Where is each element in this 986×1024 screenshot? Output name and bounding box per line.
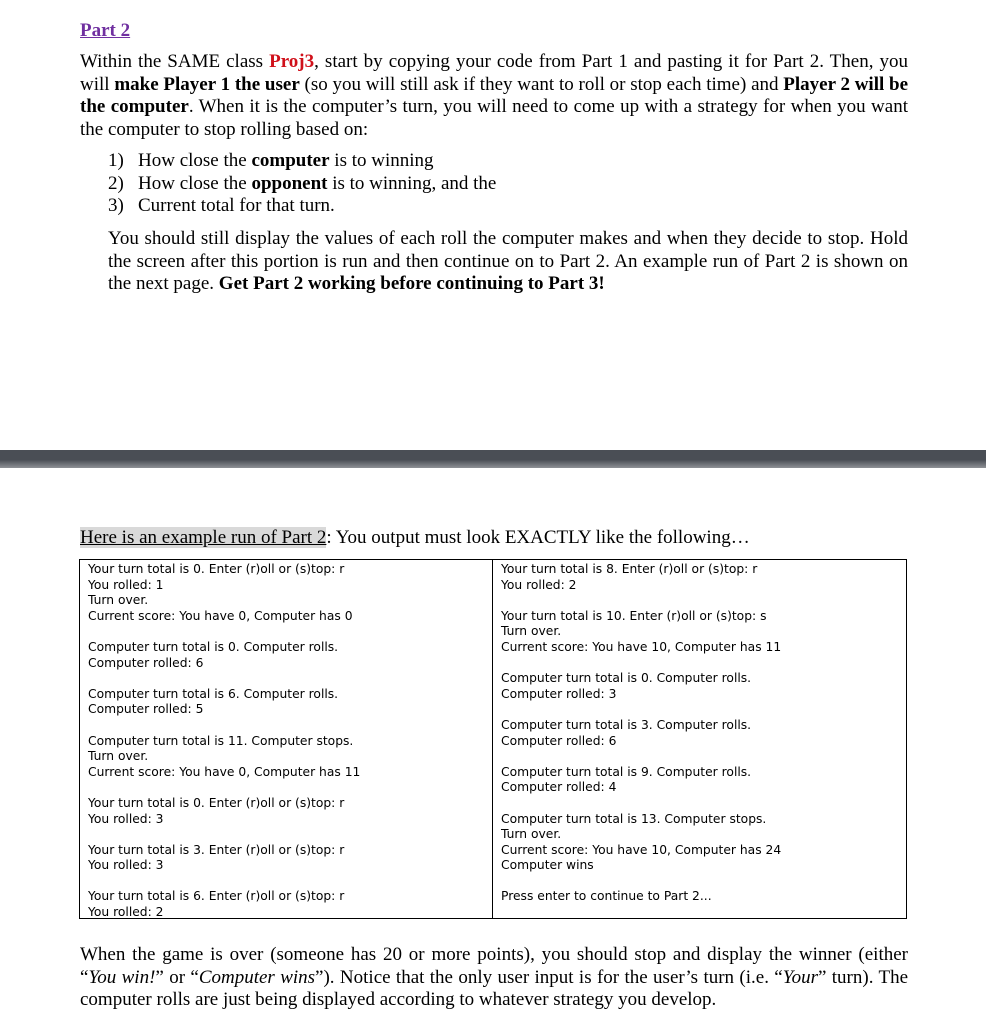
console-line [501,874,898,890]
console-line: Computer turn total is 3. Computer rolls. [501,717,752,732]
console-line: Your turn total is 8. Enter (r)oll or (s)top: r [501,562,758,576]
closing-text-3: ”). Notice that the only user input is for the user’s turn (i.e. “ [315,966,783,988]
intro-text-1: Within the SAME class [80,51,270,72]
console-line: Computer turn total is 11. Computer stops. [88,733,354,748]
list-bold: computer [251,150,330,171]
console-line: Current score: You have 10, Computer has 11 [501,639,782,654]
console-line: Turn over. [88,593,149,608]
closing-paragraph [80,944,908,1012]
console-line: Current score: You have 0, Computer has 0 [88,608,353,623]
example-title-highlight: Here is an example run of Part 2 [80,527,327,548]
console-line: Your turn total is 0. Enter (r)oll or (s)top: r [88,795,345,810]
part2-heading: Part 2 [80,20,131,41]
console-line [88,827,484,843]
console-line: Current score: You have 10, Computer has 24 [501,842,782,857]
console-line: Computer rolled: 4 [501,780,617,795]
console-line: Computer turn total is 0. Computer rolls. [501,671,752,686]
console-line: You rolled: 1 [88,577,164,592]
intro-text-3: (so you will still ask if they want to roll or stop each time) and [299,73,784,95]
console-line: You rolled: 3 [88,858,164,873]
console-line [88,624,484,640]
list-number: 3) [108,195,124,216]
closing-text-2: ” or “ [155,966,199,988]
intro-paragraph [80,51,908,141]
console-line: Computer turn total is 6. Computer rolls. [88,686,339,701]
console-line [501,796,898,812]
list-item [108,150,496,173]
console-line [501,749,898,765]
console-line: Your turn total is 3. Enter (r)oll or (s)top: r [88,842,345,857]
intro-text-4: . When it is the computer’s turn, you will need to come up with a strategy for when you want the computer to stop rolling based on: [80,96,908,140]
console-line [88,671,484,687]
console-line [501,702,898,718]
list-text: is to winning [329,150,434,171]
sample-output-right-column [493,560,906,918]
console-line: Computer rolled: 6 [88,655,204,670]
console-line: Current score: You have 0, Computer has 11 [88,764,361,779]
console-line: Press enter to continue to Part 2... [501,889,712,904]
console-line: You rolled: 2 [88,905,164,918]
console-line: Computer turn total is 9. Computer rolls. [501,764,752,779]
part2-page [0,0,986,450]
class-name: Proj3 [269,51,315,72]
list-bold: opponent [251,172,328,194]
page-divider [0,450,986,468]
console-line [88,780,484,796]
console-line: You rolled: 2 [501,577,577,592]
sample-output-left-column [80,560,493,918]
console-line: Your turn total is 0. Enter (r)oll or (s)top: r [88,562,345,576]
display-note-bold: Get Part 2 working before continuing to Part 3! [218,273,605,294]
intro-text-2: , start by copying your code from Part 1 and pasting it for Part 2. Then, you will [80,51,908,95]
console-line: Turn over. [88,749,149,764]
console-line [88,718,484,734]
intro-bold-1: make Player 1 the user [114,73,300,95]
console-line [501,656,898,672]
console-line: Your turn total is 6. Enter (r)oll or (s)top: r [88,889,345,904]
list-item [108,173,496,196]
list-text: is to winning, and the [327,172,497,194]
closing-italic-3: Your [782,966,818,988]
list-text: How close the [138,172,252,194]
list-text: How close the [138,150,252,171]
display-note-text: You should still display the values of each roll the computer makes and when they decide to stop. Hold the screen after this portion is run and then continue on to Part 2. An example run of Part 2 is shown on the next page. [108,228,908,294]
closing-italic-2: Computer wins [198,966,316,988]
strategy-criteria-list [108,150,496,218]
closing-text-4: ” turn). The computer rolls are just being displayed according to whatever strategy you develop. [80,966,909,1010]
console-line: Computer rolled: 3 [501,686,617,701]
console-line: Computer turn total is 0. Computer rolls. [88,639,339,654]
console-line: Computer rolled: 6 [501,733,617,748]
sample-output-box [79,559,907,919]
console-line: Turn over. [501,827,562,842]
list-number: 2) [108,172,124,194]
console-line [88,874,484,890]
console-line: Computer rolled: 5 [88,702,204,717]
console-line: Computer turn total is 13. Computer stops. [501,811,767,826]
example-title [80,527,750,549]
closing-italic-1: You win! [88,966,156,988]
console-line: You rolled: 3 [88,811,164,826]
display-note-paragraph [108,228,908,296]
console-line [501,593,898,609]
list-text: Current total for that turn. [138,195,335,216]
console-line: Turn over. [501,624,562,639]
console-line: Your turn total is 10. Enter (r)oll or (s)top: s [501,608,767,623]
closing-text-1: When the game is over (someone has 20 or more points), you should stop and display the winner (either “ [80,944,908,988]
intro-bold-2: Player 2 will be the computer [80,73,909,117]
console-line: Computer wins [501,858,594,873]
example-title-rest: : You output must look EXACTLY like the following… [326,527,750,548]
list-number: 1) [108,150,124,171]
list-item [108,195,496,218]
